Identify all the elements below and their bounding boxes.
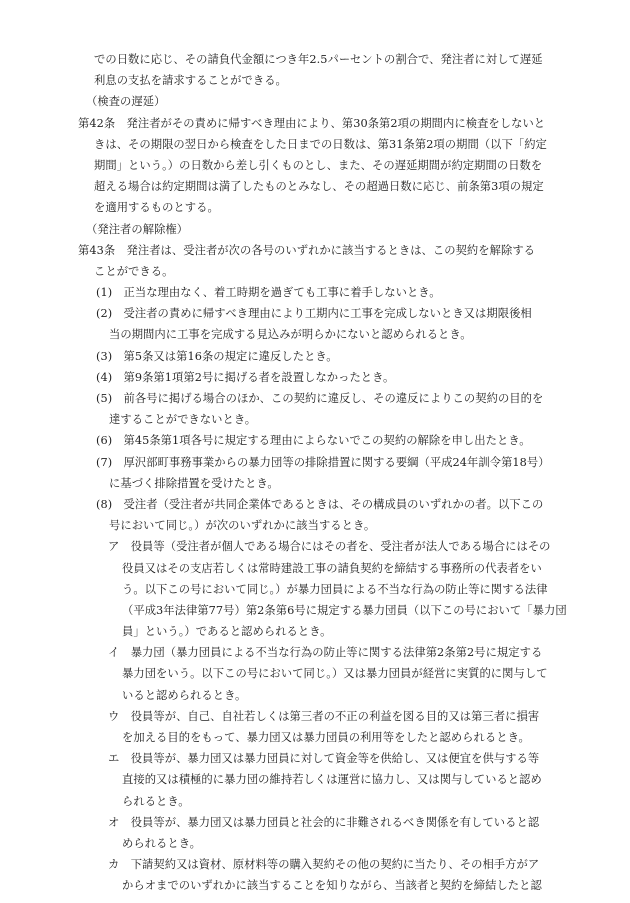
- text-line: （平成3年法律第77号）第2条第6号に規定する暴力団員（以下この号において「暴力団: [122, 603, 567, 617]
- text-line: 超える場合は約定期間は満了したものとみなし、その超過日数に応じ、前条第3項の規定: [94, 180, 544, 194]
- text-line: での日数に応じ、その請負代金額につき年2.5パーセントの割合で、発注者に対して遅延: [94, 53, 543, 66]
- text-line: オ 役員等が、暴力団又は暴力団員と社会的に非難されるべき関係を有していると認: [108, 815, 540, 829]
- text-line: ウ 役員等が、自己、自社若しくは第三者の不正の利益を図る目的又は第三者に損害: [108, 709, 540, 723]
- section-heading: （検査の遅延）: [86, 95, 166, 109]
- text-line: (2) 受注者の責めに帰すべき理由により工期内に工事を完成しないとき又は期限後相: [96, 307, 532, 321]
- text-line: 暴力団をいう。以下この号において同じ。）又は暴力団員が経営に実質的に関与して: [122, 667, 548, 681]
- text-line: (6) 第45条第1項各号に規定する理由によらないでこの契約の解除を申し出たとき。: [96, 434, 531, 448]
- text-line: (7) 厚沢部町事務事業からの暴力団等の排除措置に関する要綱（平成24年訓令第18号）: [96, 455, 550, 469]
- text-line: 役員又はその支店若しくは常時建設工事の請負契約を締結する事務所の代表者をい: [122, 561, 542, 575]
- text-line: ことができる。: [94, 264, 174, 278]
- section-heading: （発注者の解除権）: [86, 222, 189, 236]
- text-line: 当の期間内に工事を完成する見込みが明らかにないと認められるとき。: [109, 328, 472, 342]
- text-line: に基づく排除措置を受けたとき。: [109, 476, 279, 490]
- text-line: められるとき。: [122, 836, 201, 850]
- text-line: (8) 受注者（受注者が共同企業体であるときは、その構成員のいずれかの者。以下この: [96, 497, 544, 511]
- text-line: 員」という。）であると認められるとき。: [122, 625, 332, 639]
- text-line: からオまでのいずれかに該当することを知りながら、当該者と契約を締結したと認: [122, 879, 542, 893]
- text-line: (4) 第9条第1項第2号に掲げる者を設置しなかったとき。: [96, 370, 395, 384]
- text-line: ア 役員等（受注者が個人である場合にはその者を、受注者が法人である場合にはその: [108, 540, 551, 554]
- text-line: 直接的又は積極的に暴力団の維持若しくは運営に協力し、又は関与していると認め: [122, 773, 542, 787]
- text-line: イ 暴力団（暴力団員による不当な行為の防止等に関する法律第2条第2号に規定する: [108, 646, 543, 660]
- contract-body-text: [78, 49, 567, 897]
- text-line: 号において同じ。）が次のいずれかに該当するとき。: [109, 519, 376, 533]
- text-line: 第43条 発注者は、受注者が次の各号のいずれかに該当するときは、この契約を解除する: [78, 243, 536, 257]
- text-line: エ 役員等が、暴力団又は暴力団員に対して資金等を供給し、又は便宜を供与する等: [108, 752, 540, 766]
- text-line: を加える目的をもって、暴力団又は暴力団員の利用等をしたと認められるとき。: [122, 731, 530, 744]
- text-line: 第42条 発注者がその責めに帰すべき理由により、第30条第2項の期間内に検査をしないと: [78, 116, 546, 130]
- text-line: カ 下請契約又は資材、原材料等の購入契約その他の契約に当たり、その相手方がア: [108, 858, 540, 872]
- text-line: 達することができないとき。: [109, 413, 257, 427]
- text-line: られるとき。: [122, 794, 190, 808]
- text-line: 期間」という。）の日数から差し引くものとし、また、その遅延期間が約定期間の日数を: [94, 158, 543, 172]
- text-line: を適用するものとする。: [94, 201, 219, 215]
- text-line: いると認められるとき。: [122, 688, 247, 702]
- text-line: (1) 正当な理由なく、着工時期を過ぎても工事に着手しないとき。: [96, 286, 441, 300]
- text-line: 利息の支払を請求することができる。: [94, 74, 287, 88]
- text-line: きは、その期限の翌日から検査をした日までの日数は、第31条第2項の期間（以下「約定: [94, 137, 547, 151]
- text-line: う。以下この号において同じ。）が暴力団員による不当な行為の防止等に関する法律: [122, 582, 548, 596]
- text-line: (3) 第5条又は第16条の規定に違反したとき。: [96, 349, 338, 363]
- text-line: (5) 前各号に掲げる場合のほか、この契約に違反し、その違反によりこの契約の目的を: [96, 392, 544, 405]
